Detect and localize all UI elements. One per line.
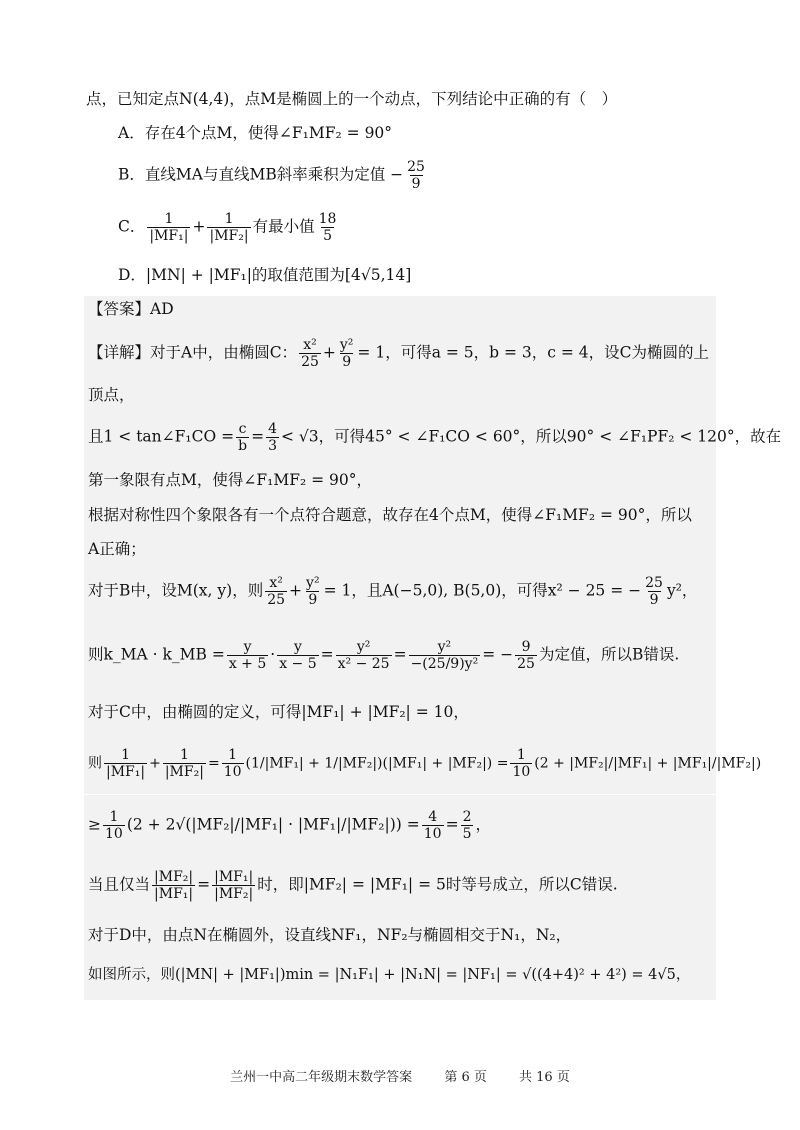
numerator: 2 xyxy=(462,809,472,825)
text: y²， xyxy=(666,581,698,600)
numerator: x² xyxy=(303,337,317,353)
text: 且1 < tan∠F₁CO = xyxy=(88,427,235,446)
text: = 1，可得a = 5，b = 3，c = 4，设C为椭圆的上 xyxy=(357,343,710,362)
text: 对于B中，设M(x, y)，则 xyxy=(88,581,264,600)
denominator: 25 xyxy=(517,656,535,672)
denominator: 10 xyxy=(512,764,531,780)
operator: · xyxy=(270,645,276,664)
operator: + xyxy=(289,581,303,600)
footer-school: 兰州一中高二年级期末数学答案 xyxy=(230,1070,413,1085)
numerator: 1 xyxy=(164,211,174,227)
denominator: 5 xyxy=(323,228,332,244)
solution-c-line4 xyxy=(88,870,618,901)
numerator: 18 xyxy=(318,211,337,227)
denominator: |MF₂| xyxy=(164,764,204,780)
solution-a-line2: 顶点， xyxy=(88,386,135,404)
operator: = xyxy=(393,645,407,664)
denominator: 10 xyxy=(105,826,123,842)
operator: = xyxy=(445,815,459,834)
numerator: 1 xyxy=(121,747,131,763)
numerator: |MF₂| xyxy=(154,869,194,885)
denominator: x + 5 xyxy=(228,656,267,672)
numerator: |MF₁| xyxy=(214,869,254,885)
numerator: y xyxy=(293,639,302,655)
fraction xyxy=(265,576,287,607)
numerator: 4 xyxy=(268,421,277,437)
fraction xyxy=(643,576,665,607)
numerator: 9 xyxy=(521,639,531,655)
solution-d-line2: 如图所示，则(|MN| + |MF₁|)min = |N₁F₁| + |N₁N| = |NF₁| = √((4+4)² + 4²) = 4√5， xyxy=(88,967,691,983)
denominator: b xyxy=(238,438,248,454)
solution-c-line2 xyxy=(88,748,761,779)
text: (1/|MF₁| + 1/|MF₂|)(|MF₁| + |MF₂|) = xyxy=(245,755,509,772)
text: 【详解】对于A中，由椭圆C： xyxy=(88,343,298,362)
operator: + xyxy=(322,343,336,362)
page-seam xyxy=(84,794,716,795)
numerator: 25 xyxy=(645,575,663,591)
denominator: |MF₁| xyxy=(106,764,146,780)
denominator: 10 xyxy=(423,826,442,842)
footer-total: 共 16 页 xyxy=(519,1070,570,1085)
numerator: y² xyxy=(356,639,371,655)
fraction xyxy=(163,748,206,779)
denominator: 3 xyxy=(268,438,277,454)
numerator: y² xyxy=(306,575,320,591)
fraction xyxy=(510,748,532,779)
numerator: 1 xyxy=(228,747,238,763)
fraction xyxy=(422,810,444,841)
option-c xyxy=(118,212,340,243)
text: < √3，可得45° < ∠F₁CO < 60°，所以90° < ∠F₁PF₂ < 120°，故在 xyxy=(280,427,782,446)
text: 则 xyxy=(88,755,102,772)
numerator: y xyxy=(243,639,252,655)
option-c-text: 有最小值 xyxy=(252,217,315,236)
operator: ≥ xyxy=(88,815,101,834)
operator: = xyxy=(197,875,211,894)
operator: = − xyxy=(482,645,514,664)
solution-b-line2 xyxy=(88,640,679,671)
fraction xyxy=(299,338,321,369)
fraction xyxy=(266,422,279,453)
numerator: c xyxy=(238,421,247,437)
solution-b-line1 xyxy=(88,576,697,607)
fraction xyxy=(103,810,125,841)
fraction xyxy=(227,640,268,671)
solution-a-line3 xyxy=(88,422,781,453)
denominator: 25 xyxy=(267,592,286,608)
option-b xyxy=(118,160,429,191)
denominator: 25 xyxy=(301,354,319,370)
denominator: |MF₁| xyxy=(154,886,194,902)
solution-a-line6: A正确； xyxy=(88,540,146,558)
text: (2 + 2√(|MF₂|/|MF₁| · |MF₁|/|MF₂|)) = xyxy=(126,815,420,834)
denominator: 5 xyxy=(462,826,472,842)
fraction xyxy=(304,576,322,607)
fraction xyxy=(104,748,147,779)
option-c-frac1 xyxy=(147,212,190,243)
option-b-text: B．直线MA与直线MB斜率乘积为定值 − xyxy=(118,165,404,184)
footer-page: 第 6 页 xyxy=(444,1070,487,1085)
solution-a-line1 xyxy=(88,338,709,369)
question-stem: 点，已知定点N(4,4)，点M是椭圆上的一个动点，下列结论中正确的有（ ） xyxy=(86,90,618,108)
denominator: |MF₂| xyxy=(214,886,254,902)
numerator: 1 xyxy=(109,809,119,825)
numerator: 25 xyxy=(407,159,425,175)
fraction xyxy=(336,640,392,671)
fraction xyxy=(222,748,244,779)
solution-d-line1: 对于D中，由点N在椭圆外，设直线NF₁，NF₂与椭圆相交于N₁，N₂， xyxy=(88,926,572,944)
option-b-fraction xyxy=(405,160,427,191)
option-c-plus: + xyxy=(192,217,206,236)
fraction xyxy=(152,870,195,901)
fraction xyxy=(338,338,356,369)
numerator: 1 xyxy=(224,211,234,227)
operator: = xyxy=(320,645,334,664)
operator: = xyxy=(207,755,220,772)
numerator: y² xyxy=(437,639,452,655)
denominator: |MF₁| xyxy=(149,228,189,244)
answer-line: 【答案】AD xyxy=(88,300,174,318)
denominator: −(25/9)y² xyxy=(410,656,479,672)
numerator: 1 xyxy=(179,747,189,763)
text: 为定值，所以B错误. xyxy=(538,645,680,664)
fraction xyxy=(236,422,249,453)
operator: = xyxy=(251,427,265,446)
option-d: D．|MN| + |MF₁|的取值范围为[4√5,14] xyxy=(118,266,412,284)
solution-a-line4: 第一象限有点M，使得∠F₁MF₂ = 90°， xyxy=(88,471,372,489)
fraction xyxy=(212,870,255,901)
denominator: 9 xyxy=(649,592,659,608)
numerator: x² xyxy=(269,575,283,591)
denominator: x − 5 xyxy=(279,656,317,672)
denominator: x² − 25 xyxy=(337,656,390,672)
solution-a-line5: 根据对称性四个象限各有一个点符合题意，故存在4个点M，使得∠F₁MF₂ = 90°，所以 xyxy=(88,506,692,524)
option-c-value xyxy=(317,212,339,243)
denominator: 9 xyxy=(342,354,352,370)
operator: + xyxy=(149,755,161,772)
numerator: 4 xyxy=(428,809,438,825)
text: ， xyxy=(475,815,491,834)
option-c-prefix: C． xyxy=(118,217,146,236)
option-a: A．存在4个点M，使得∠F₁MF₂ = 90° xyxy=(118,124,393,142)
numerator: y² xyxy=(339,337,354,353)
text: 时，即|MF₂| = |MF₁| = 5时等号成立，所以C错误. xyxy=(257,875,618,894)
fraction xyxy=(277,640,318,671)
denominator: |MF₂| xyxy=(209,228,249,244)
page-footer xyxy=(0,1066,800,1085)
denominator: 9 xyxy=(308,592,318,608)
fraction xyxy=(409,640,481,671)
text: 则k_MA · k_MB = xyxy=(88,645,225,664)
numerator: 1 xyxy=(516,747,526,763)
option-c-frac2 xyxy=(207,212,250,243)
fraction xyxy=(461,810,474,841)
fraction xyxy=(515,640,537,671)
text: = 1，且A(−5,0), B(5,0)，可得x² − 25 = − xyxy=(323,581,642,600)
text: (2 + |MF₂|/|MF₁| + |MF₁|/|MF₂|) xyxy=(534,755,762,772)
denominator: 9 xyxy=(411,176,421,192)
solution-c-line3 xyxy=(88,810,491,841)
solution-c-line1: 对于C中，由椭圆的定义，可得|MF₁| + |MF₂| = 10， xyxy=(88,703,469,721)
text: 当且仅当 xyxy=(88,875,151,894)
denominator: 10 xyxy=(223,764,242,780)
